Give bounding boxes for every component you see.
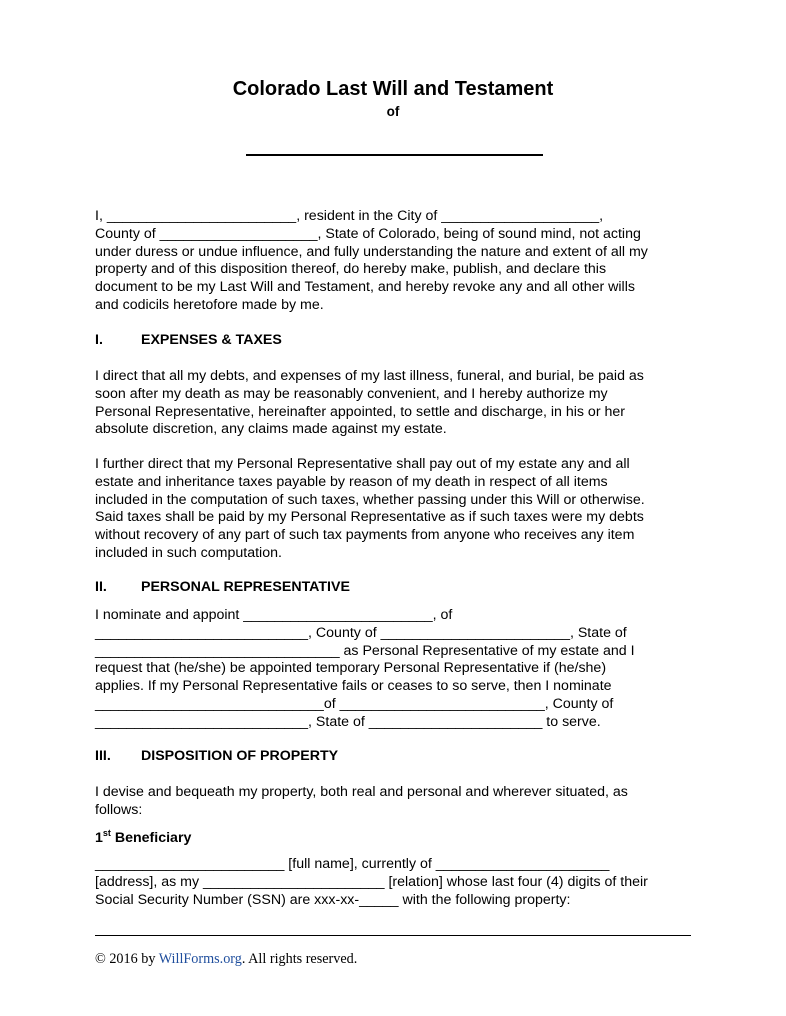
section-number: III.: [95, 748, 111, 764]
text-line: I devise and bequeath my property, both real and personal and wherever situated, as: [95, 784, 628, 800]
disposition-paragraph: [95, 784, 695, 820]
section-heading-expenses: [95, 332, 282, 348]
text-line: absolute discretion, any claims made against my estate.: [95, 421, 447, 438]
testator-name-line: [246, 154, 543, 156]
text-line: _______________________________ as Personal Representative of my estate and I: [95, 642, 635, 659]
footer-suffix: . All rights reserved.: [241, 951, 358, 967]
text-line: Personal Representative, hereinafter appointed, to settle and discharge, in his or her: [95, 403, 625, 420]
document-of: of: [386, 104, 400, 119]
text-line: I, ________________________, resident in the City of ____________________,: [95, 208, 604, 224]
text-line: Said taxes shall be paid by my Personal Representative as if such taxes were my debts: [95, 509, 644, 526]
beneficiary-ordinal: 1: [95, 830, 103, 846]
text-line: included in the computation of such taxes, whether passing under this Will or otherwise.: [95, 491, 645, 508]
text-line: included in such computation.: [95, 544, 282, 561]
text-line: ________________________ [full name], currently of ______________________: [95, 856, 610, 872]
text-line: under duress or undue influence, and fully understanding the nature and extent of all my: [95, 243, 648, 260]
text-line: ___________________________, County of ________________________, State of: [95, 624, 627, 641]
section-heading-disposition: [95, 748, 338, 764]
text-line: applies. If my Personal Representative fails or ceases to so serve, then I nominate: [95, 678, 612, 695]
beneficiary-paragraph: [95, 856, 695, 909]
beneficiary-heading: [95, 828, 191, 846]
footer-link[interactable]: WillForms.org: [158, 951, 242, 967]
text-line: ___________________________, State of ______________________ to serve.: [95, 713, 601, 730]
text-line: Social Security Number (SSN) are xxx-xx-_____ with the following property:: [95, 891, 571, 908]
personal-representative-paragraph: [95, 607, 695, 732]
beneficiary-ordinal-suffix: st: [102, 828, 111, 838]
property-line: [95, 935, 691, 936]
text-line: [address], as my _______________________ [relation] whose last four (4) digits of their: [95, 873, 648, 890]
section-heading-personal-representative: [95, 579, 350, 595]
text-line: request that (he/she) be appointed temporary Personal Representative if (he/she): [95, 660, 607, 677]
text-line: estate and inheritance taxes payable by reason of my death in respect of all items: [95, 473, 608, 490]
document-title: Colorado Last Will and Testament: [232, 78, 554, 100]
footer-prefix: © 2016 by: [95, 951, 159, 967]
text-line: County of ____________________, State of Colorado, being of sound mind, not acting: [95, 225, 641, 242]
text-line: I further direct that my Personal Representative shall pay out of my estate any and all: [95, 456, 630, 472]
text-line: document to be my Last Will and Testament, and hereby revoke any and all other wills: [95, 279, 635, 296]
section-number: I.: [95, 332, 103, 348]
section-title: DISPOSITION OF PROPERTY: [141, 748, 339, 764]
text-line: follows:: [95, 801, 143, 818]
text-line: _____________________________of __________________________, County of: [95, 695, 614, 712]
text-line: property and of this disposition thereof, do hereby make, publish, and declare this: [95, 261, 607, 278]
text-line: I nominate and appoint ________________________, of: [95, 607, 453, 623]
expenses-paragraph-2: [95, 456, 695, 563]
text-line: I direct that all my debts, and expenses of my last illness, funeral, and burial, be paid as: [95, 368, 644, 384]
footer: [95, 951, 357, 968]
section-title: EXPENSES & TAXES: [141, 332, 282, 348]
text-line: without recovery of any part of such tax payments from anyone who receives any item: [95, 527, 635, 544]
intro-paragraph: [95, 208, 695, 315]
text-line: and codicils heretofore made by me.: [95, 296, 324, 313]
expenses-paragraph-1: [95, 368, 695, 439]
section-number: II.: [95, 579, 107, 595]
section-title: PERSONAL REPRESENTATIVE: [141, 579, 350, 595]
text-line: soon after my death as may be reasonably convenient, and I hereby authorize my: [95, 385, 608, 402]
beneficiary-label: Beneficiary: [114, 830, 192, 846]
